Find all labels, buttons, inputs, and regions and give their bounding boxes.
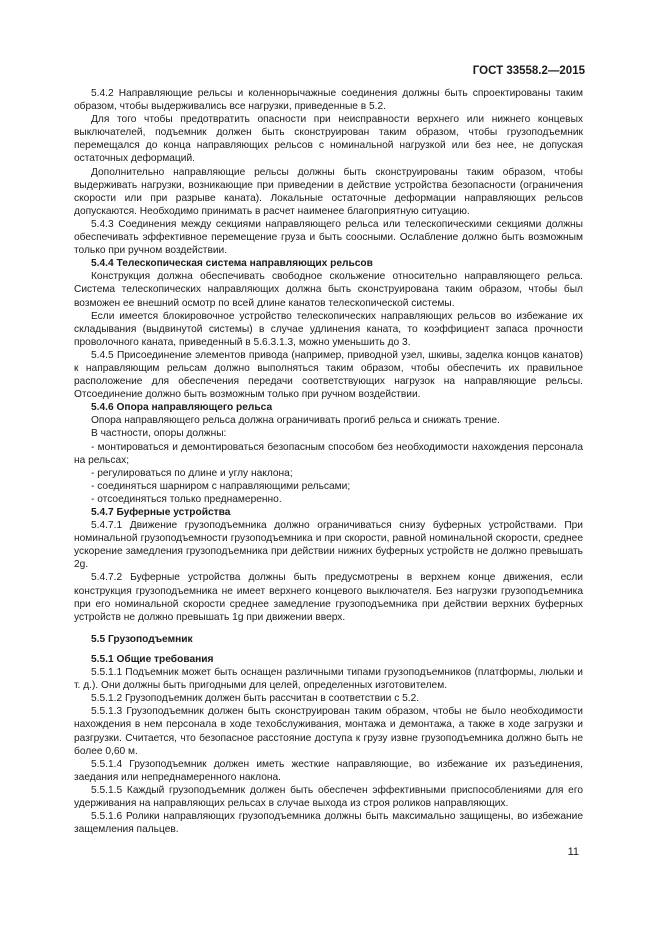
subsection-heading: 5.4.4 Телескопическая система направляющих рельсов bbox=[91, 258, 373, 270]
subsection-heading: 5.4.7 Буферные устройства bbox=[91, 507, 231, 518]
list-item: - соединяться шарниром с направляющими рельсами; bbox=[91, 480, 351, 492]
paragraph: Опора направляющего рельса должна ограничивать прогиб рельса и снижать трение. bbox=[91, 415, 500, 427]
paragraph: 5.5.1.4 Грузоподъемник должен иметь жесткие направляющие, во избежание их разъединения, заедания или непреднамеренного наклона. bbox=[74, 758, 583, 783]
paragraph: Конструкция должна обеспечивать свободное скольжение относительно направляющего рельса. Система телескопических направляющих должна быть сконструирована таким образом, чтобы был возможен ее внешний осмотр по всей длине канатов телескопической системы. bbox=[74, 271, 583, 309]
page-number: 11 bbox=[567, 846, 579, 858]
paragraph: Для того чтобы предотвратить опасности при неисправности верхнего или нижнего концевых выключателей, подъемник должен быть сконструирован таким образом, чтобы грузоподъемник перемещался до конца направляющих рельсов с номинальной нагрузкой или без нее, не допуская остаточных деформаций. bbox=[74, 114, 583, 165]
paragraph: 5.5.1.5 Каждый грузоподъемник должен быть обеспечен эффективными приспособлениями для его удерживания на направляющих рельсах в случае выхода из строя роликов направляющих. bbox=[74, 784, 583, 809]
document-body bbox=[74, 87, 583, 836]
paragraph: 5.5.1.3 Грузоподъемник должен быть сконструирован таким образом, чтобы не было необходимости нахождения в нем персонала в ходе техобслуживания, монтажа и демонтажа, а также в ходе загрузки и разгрузки. Считается, что безопасное расстояние доступа к грузу извне грузоподъемника должно быть не более 0,60 м. bbox=[74, 706, 583, 757]
paragraph: 5.5.1.6 Ролики направляющих грузоподъемника должны быть максимально защищены, во избежание защемления пальцев. bbox=[74, 811, 583, 836]
paragraph: 5.5.1.1 Подъемник может быть оснащен различными типами грузоподъемников (платформы, люльки и т. д.). Они должны быть пригодными для целей, определенных изготовителем. bbox=[74, 667, 583, 692]
document-header: ГОСТ 33558.2—2015 bbox=[472, 65, 585, 77]
list-item: - отсоединяться только преднамеренно. bbox=[91, 493, 282, 505]
paragraph: 5.4.5 Присоединение элементов привода (например, приводной узел, шкивы, заделка концов канатов) к направляющим рельсам должно выполняться таким образом, чтобы обеспечить их правильное расположение для обеспечения передачи соответствующих нагрузок на направляющие рельсы. Отсоединение должно быть возможным только при ручном воздействии. bbox=[74, 349, 583, 401]
paragraph: 5.4.7.2 Буферные устройства должны быть предусмотрены в верхнем конце движения, если конструкция грузоподъемника не имеет верхнего концевого выключателя. Без нагрузки грузоподъемника при его номинальной скорости среднее замедление грузоподъемника при действии верхних буферных устройств не должно превышать 1g при движении вверх. bbox=[74, 572, 583, 623]
section-heading: 5.5 Грузоподъемник bbox=[91, 633, 193, 645]
paragraph: - монтироваться и демонтироваться безопасным способом без необходимости нахождения персонала на рельсах; bbox=[74, 441, 583, 466]
paragraph: 5.5.1.2 Грузоподъемник должен быть рассчитан в соответствии с 5.2. bbox=[91, 693, 420, 705]
paragraph: В частности, опоры должны: bbox=[91, 428, 227, 440]
paragraph: 5.4.7.1 Движение грузоподъемника должно ограничиваться снизу буферных устройствами. При номинальной грузоподъемности грузоподъемника и при скорости, равной номинальной скорости, среднее ускорение замедления грузоподъемника при действии нижних буферных устройств не должно превышать 2g. bbox=[74, 520, 583, 571]
paragraph: Дополнительно направляющие рельсы должны быть сконструированы таким образом, чтобы выдерживать нагрузки, возникающие при приведении в действие устройства безопасности (ограничения скорости или при разрыве каната). Локальные остаточные деформации направляющих рельсов допускаются. Необходимо принимать в расчет наименее благоприятную ситуацию. bbox=[74, 166, 583, 217]
paragraph: 5.4.2 Направляющие рельсы и коленнорычажные соединения должны быть спроектированы таким образом, чтобы выдерживались все нагрузки, приведенные в 5.2. bbox=[74, 88, 583, 113]
paragraph: 5.4.3 Соединения между секциями направляющего рельса или телескопическими секциями должны обеспечивать эффективное перемещение груза и быть соосными. Ослабление должно быть возможным только при ручном воздействии. bbox=[74, 218, 583, 257]
subsection-heading: 5.4.6 Опора направляющего рельса bbox=[91, 402, 273, 414]
list-item: - регулироваться по длине и углу наклона; bbox=[91, 467, 293, 479]
subsection-heading: 5.5.1 Общие требования bbox=[91, 653, 214, 665]
paragraph: Если имеется блокировочное устройство телескопических направляющих рельсов во избежание их складывания (выдвинутой системы) в случае удлинения каната, то коэффициент запаса прочности проволочного каната, приведенный в 5.6.3.1.3, можно уменьшить до 3. bbox=[74, 310, 583, 348]
